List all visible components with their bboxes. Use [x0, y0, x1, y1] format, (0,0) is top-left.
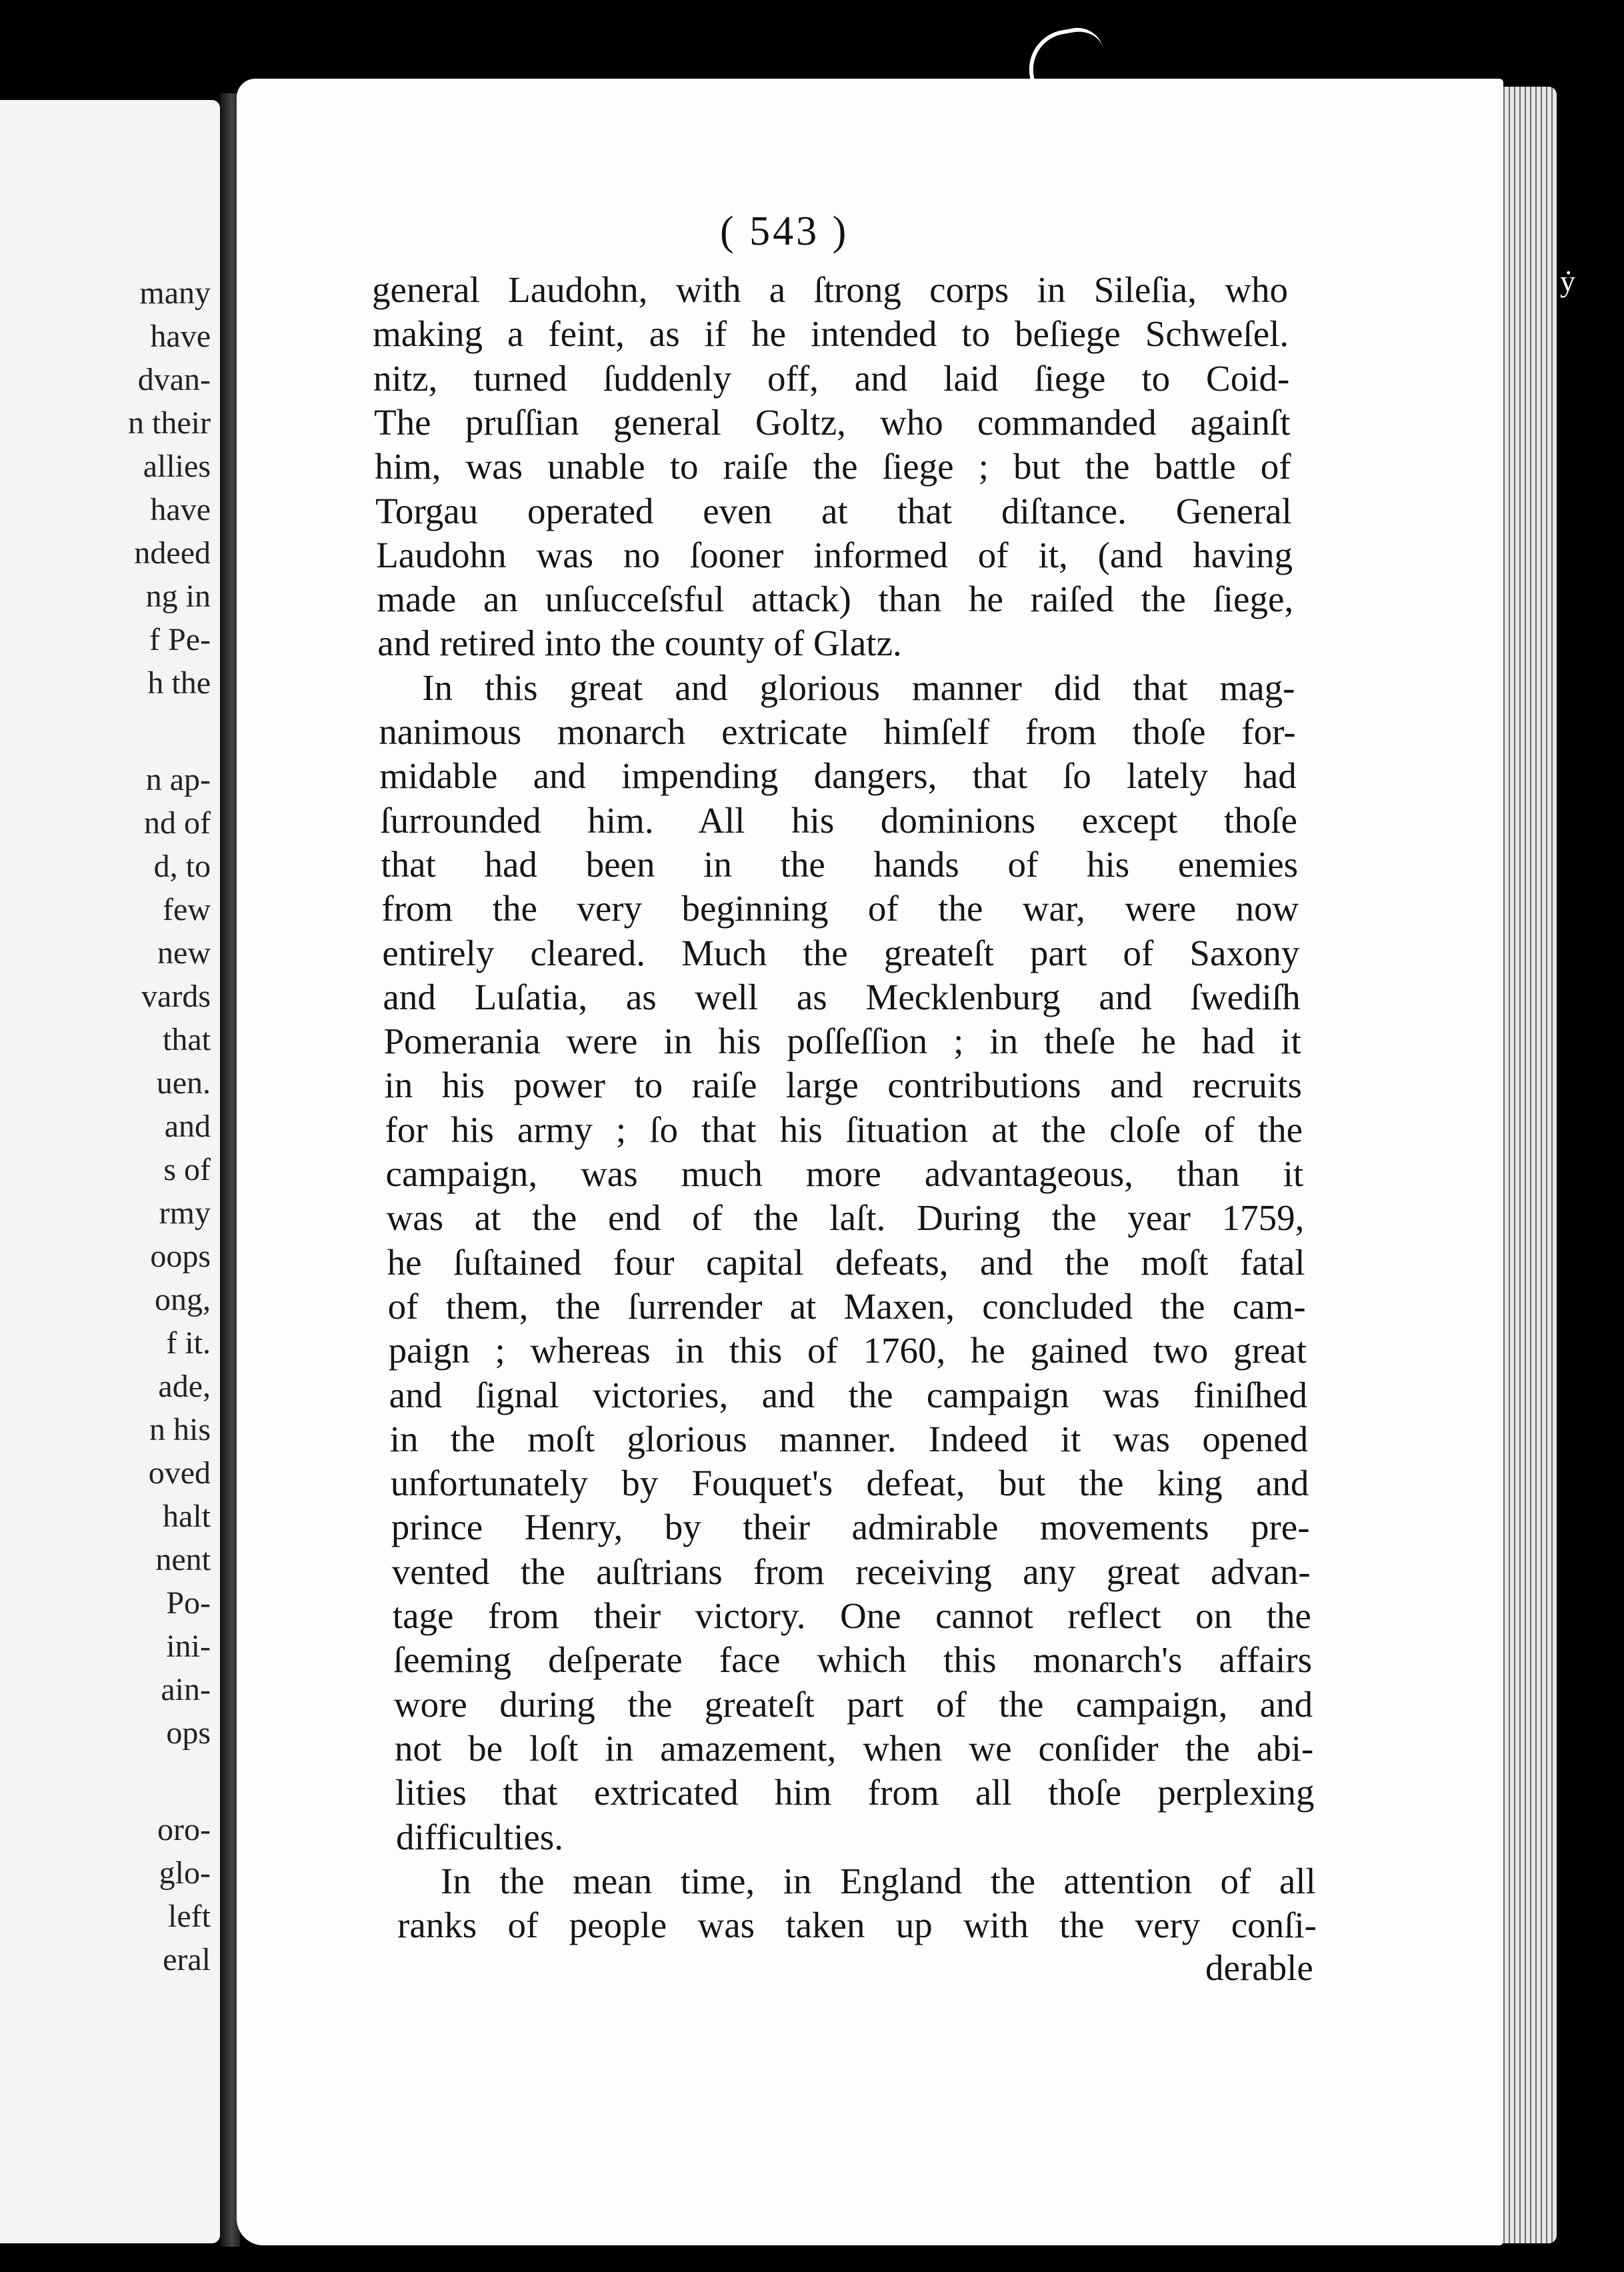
body-text-line: campaign, was much more advantageous, than it [385, 1153, 1304, 1194]
left-page-line: ndeed [134, 535, 211, 571]
left-page-line: and [164, 1109, 211, 1144]
body-text-line: him, was unable to raiſe the ſiege ; but the battle of [375, 446, 1291, 487]
body-text-line: of them, the ſurrender at Maxen, concluded the cam- [387, 1285, 1306, 1327]
catchword: derable [1205, 1947, 1313, 1989]
left-page-line: oved [148, 1455, 211, 1491]
left-page-line: rmy [159, 1195, 211, 1231]
body-text-line: Torgau operated even at that diſtance. General [375, 490, 1292, 531]
body-text-line: and Luſatia, as well as Mecklenburg and ſwediſh [383, 976, 1301, 1017]
body-text-line: In the mean time, in England the attention of all [440, 1860, 1316, 1901]
body-text-line: and retired into the county of Glatz. [377, 623, 902, 664]
left-page-line: nd of [144, 805, 211, 841]
body-text-line: In this great and glorious manner did that mag- [422, 667, 1295, 708]
left-page-line: s of [163, 1152, 211, 1187]
left-page-line: ini- [166, 1629, 211, 1664]
body-text-line: for his army ; ſo that his ſituation at the cloſe of the [385, 1109, 1303, 1150]
left-page-line: Po- [166, 1585, 211, 1621]
body-text-line: nitz, turned ſuddenly off, and laid ſiege to Coid- [373, 357, 1290, 399]
body-text-line: making a feint, as if he intended to beſiege Schweſel. [373, 313, 1289, 355]
left-page-line: uen. [156, 1065, 211, 1101]
left-page-line: many [139, 275, 211, 311]
left-page-line: ops [166, 1715, 211, 1751]
left-page-line: ain- [161, 1672, 211, 1707]
left-page-line: oops [150, 1239, 211, 1274]
body-text-line: ſeeming deſperate face which this monarch's affairs [393, 1639, 1313, 1681]
body-text-line: in his power to raiſe large contributions and recruits [384, 1065, 1302, 1106]
left-page-line: eral [163, 1942, 211, 1977]
body-text-line: from the very beginning of the war, were now [381, 888, 1299, 929]
body-text-line: made an unſucceſsful attack) than he raiſed the ſiege, [377, 579, 1294, 620]
body-text-line: tage from their victory. One cannot reflect on the [392, 1595, 1311, 1636]
left-page-line: halt [163, 1499, 211, 1534]
body-text-line: difficulties. [395, 1816, 563, 1857]
body-text-line: nanimous monarch extricate himſelf from thoſe for- [379, 711, 1296, 752]
body-text-line: not be loſt in amazement, when we conſider the abi- [394, 1727, 1314, 1769]
body-text-line: midable and impending dangers, that ſo lately had [379, 755, 1297, 797]
left-page-line: that [163, 1022, 211, 1057]
body-text-line: was at the end of the laſt. During the year 1759, [386, 1197, 1305, 1239]
left-page-line: n his [149, 1412, 211, 1447]
body-text-line: ſurrounded him. All his dominions except thoſe [380, 799, 1297, 841]
left-page-line: f Pe- [149, 622, 211, 657]
left-page-line: n their [128, 405, 211, 441]
body-text-line: he ſuſtained four capital defeats, and the moſt fatal [387, 1241, 1305, 1283]
left-page-line: ng in [145, 579, 211, 614]
left-page-line: few [163, 892, 211, 927]
body-text-line: in the moſt glorious manner. Indeed it was opened [389, 1418, 1309, 1459]
body-text-line: general Laudohn, with a ſtrong corps in Sileſia, who [372, 269, 1288, 310]
left-page-line: ade, [158, 1369, 211, 1404]
left-page-line: nent [155, 1542, 211, 1577]
left-page [0, 100, 220, 2243]
left-page-line: vards [141, 979, 211, 1014]
left-page-line: allies [143, 449, 211, 484]
left-page-line: dvan- [137, 362, 211, 397]
body-text-line: vented the auſtrians from receiving any great advan- [391, 1551, 1311, 1592]
body-text-line: Pomerania were in his poſſeſſion ; in theſe he had it [383, 1021, 1301, 1062]
body-text-line: ranks of people was taken up with the very conſi- [397, 1905, 1317, 1946]
body-text-line: Laudohn was no ſooner informed of it, (and having [376, 534, 1293, 575]
margin-mark: ẏ [1560, 264, 1575, 298]
left-page-line: d, to [153, 849, 211, 884]
left-page-line: glo- [159, 1855, 211, 1891]
body-text-line: that had been in the hands of his enemies [381, 843, 1299, 885]
left-page-line: f it. [166, 1325, 211, 1361]
left-page-line: new [157, 935, 211, 971]
body-text-line: lities that extricated him from all thoſe perplexing [395, 1772, 1315, 1813]
left-page-line: oro- [157, 1812, 211, 1847]
body-text-line: entirely cleared. Much the greateſt part of Saxony [382, 932, 1300, 973]
body-text-line: prince Henry, by their admirable movements pre- [391, 1507, 1310, 1548]
left-page-line: left [168, 1899, 211, 1934]
left-page-line: have [150, 492, 211, 527]
body-text-line: and ſignal victories, and the campaign was finiſhed [389, 1374, 1308, 1415]
body-text-line: The pruſſian general Goltz, who commanded againſt [374, 401, 1291, 443]
body-text-line: paign ; whereas in this of 1760, he gained two great [388, 1330, 1307, 1371]
left-page-line: ong, [155, 1282, 211, 1317]
left-page-line: n ap- [145, 762, 211, 797]
body-text-line: unfortunately by Fouquet's defeat, but the king and [390, 1463, 1309, 1504]
scan-artifact [1023, 24, 1107, 87]
body-text-line: wore during the greateſt part of the campaign, and [393, 1683, 1313, 1725]
left-page-line: h the [147, 665, 211, 701]
left-page-line: have [150, 319, 211, 354]
page-number: ( 543 ) [720, 209, 849, 254]
